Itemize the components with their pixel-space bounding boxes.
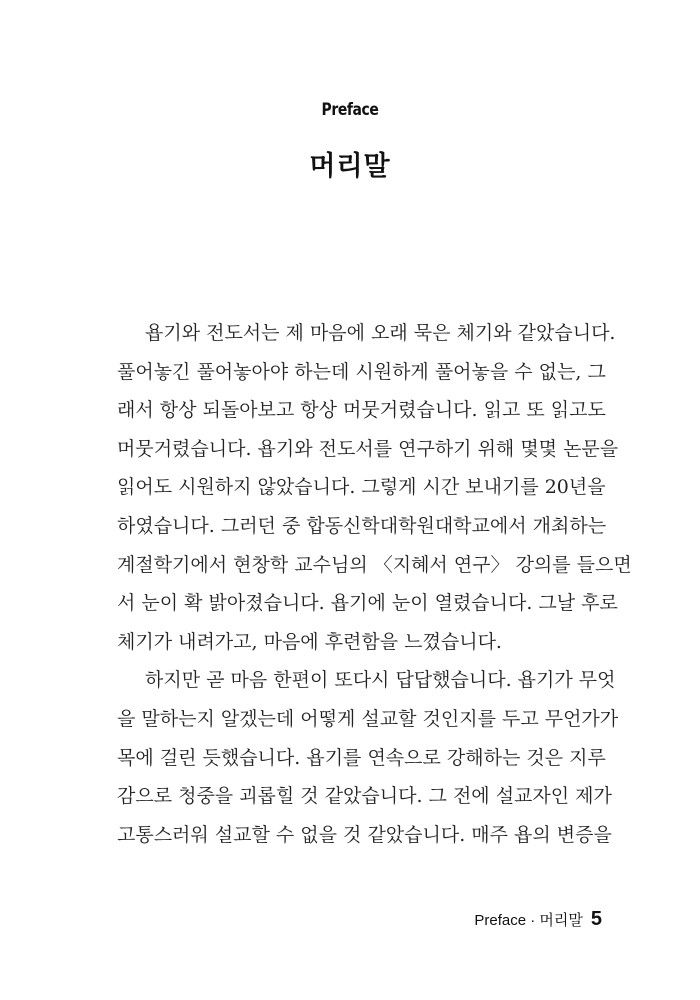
page-number: 5: [590, 908, 602, 930]
paragraph-line: 욥기와 전도서는 제 마음에 오래 묵은 체기와 같았습니다.: [145, 322, 616, 344]
paragraph-line: 고통스러워 설교할 수 없을 것 같았습니다. 매주 욥의 변증을: [117, 823, 612, 846]
paragraph-line: 래서 항상 되돌아보고 항상 머뭇거렸습니다. 읽고 또 읽고도: [117, 399, 606, 422]
running-head: Preface · 머리말: [474, 912, 583, 929]
paragraph-line: 계절학기에서 현창학 교수님의 〈지혜서 연구〉 강의를 들으면: [117, 553, 632, 576]
paragraph-line: 풀어놓긴 풀어놓아야 하는데 시원하게 풀어놓을 수 없는, 그: [117, 360, 606, 383]
paragraph-line: 서 눈이 확 밝아졌습니다. 욥기에 눈이 열렸습니다. 그날 후로: [117, 592, 618, 615]
paragraph-line: 머뭇거렸습니다. 욥기와 전도서를 연구하기 위해 몇몇 논문을: [117, 437, 619, 460]
paragraph-line: 하지만 곧 마음 한편이 또다시 답답했습니다. 욥기가 무엇: [145, 669, 616, 692]
paragraph-line: 목에 걸린 듯했습니다. 욥기를 연속으로 강해하는 것은 지루: [117, 746, 606, 769]
paragraph-line: 읽어도 시원하지 않았습니다. 그렇게 시간 보내기를 20년을: [117, 476, 606, 499]
paragraph-line: 체기가 내려가고, 마음에 후련함을 느꼈습니다.: [117, 630, 502, 653]
page-footer: [474, 908, 602, 931]
paragraph-line: 하였습니다. 그러던 중 합동신학대학원대학교에서 개최하는: [117, 514, 607, 537]
section-label: Preface: [321, 100, 379, 120]
body-text: [117, 314, 632, 854]
paragraph-line: 을 말하는지 알겠는데 어떻게 설교할 것인지를 두고 무언가가: [117, 707, 619, 730]
paragraph-line: 감으로 청중을 괴롭힐 것 같았습니다. 그 전에 설교자인 제가: [117, 785, 612, 808]
page-title: 머리말: [309, 151, 391, 182]
